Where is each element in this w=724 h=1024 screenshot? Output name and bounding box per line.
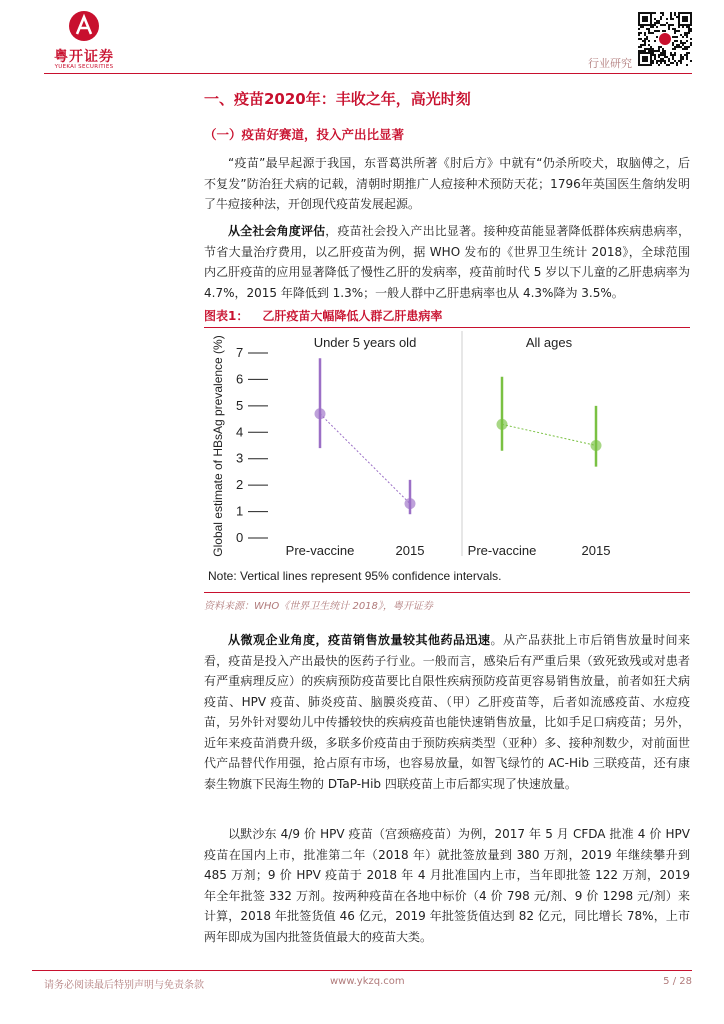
panel-0 [286, 335, 425, 558]
y-tick-label: 3 [236, 450, 244, 466]
paragraph-history: “疫苗”最早起源于我国，东晋葛洪所著《肘后方》中就有“仍杀所咬犬，取脑傅之，后不复发”防治狂犬病的记载，清朝时期推广人痘接种术预防天花；1796年英国医生詹纳发明了牛痘接种法，开创现代疫苗发展起源。 [204, 156, 690, 211]
brand-logo [44, 10, 124, 70]
y-tick-label: 1 [236, 503, 244, 519]
paragraph-lead: 从微观企业角度，疫苗销售放量较其他药品迅速 [228, 633, 491, 647]
section-label: 行业研究 [588, 57, 632, 70]
paragraph-hpv-example: 以默沙东 4/9 价 HPV 疫苗（宫颈癌疫苗）为例，2017 年 5 月 CFDA 批准 4 价 HPV 疫苗在国内上市，批准第二年（2018 年）就批签放量到 380 万剂，2019 年继续攀升到 485 万剂；9 价 HPV 疫苗于 2018 年 4 月批准国内上市，当年即批签 122 万剂，2019 年全年批签 332 万剂。按两种疫苗在各地中标价（4 价 798 元/剂、9 价 1298 元/剂）来计算，2018 年批签货值 46 亿元，2019 年批签货值达到 82 亿元，同比增长 78%，上市两年即成为国内批签货值最大的疫苗大类。 [204, 827, 690, 944]
y-axis-label: Global estimate of HBsAg prevalence (%) [211, 335, 225, 557]
paragraph-society [204, 221, 690, 303]
subsection-heading: （一）疫苗好赛道，投入产出比显著 [204, 127, 405, 142]
figure-caption: 乙肝疫苗大幅降低人群乙肝患病率 [262, 309, 443, 323]
panel-title: Under 5 years old [313, 335, 417, 350]
chart-panels [286, 331, 611, 558]
x-tick-label: 2015 [395, 543, 425, 558]
y-axis [236, 345, 268, 545]
x-tick-label: 2015 [581, 543, 611, 558]
figure-title [204, 307, 442, 324]
figure-divider-top [204, 327, 690, 328]
paragraph-body: 。从产品获批上市后销售放量时间来看，疫苗是投入产出最快的医药子行业。一般而言，感染后有严重后果（致死致残或对患者有严重病理反应）的疾病预防疫苗要比自限性疾病预防疫苗更容易销售放量，前者如狂犬病疫苗、HPV 疫苗、肺炎疫苗、脑膜炎疫苗、（甲）乙肝疫苗等，后者如流感疫苗、水痘疫苗，另外针对婴幼儿中传播较快的疾病疫苗也能快速销售放量，比如手足口病疫苗；另外，近年来疫苗消费升级，多联多价疫苗由于预防疾病类型（亚种）多、接种剂数少，对前面世代产品替代作用强，抢占原有市场，也容易放量，如智飞绿竹的 AC-Hib 三联疫苗，还有康泰生物旗下民海生物的 DTaP-Hib 四联疫苗上市后都实现了快速放量。 [204, 633, 690, 791]
brand-name-en: YUEKAI SECURITIES [54, 64, 114, 70]
chart-note: Note: Vertical lines represent 95% confidence intervals. [208, 569, 502, 583]
y-tick-label: 2 [236, 477, 244, 493]
figure-divider-bottom [204, 592, 690, 593]
x-tick-label: Pre-vaccine [467, 543, 537, 558]
figure-source: 资料来源：WHO《世界卫生统计 2018》，粤开证券 [204, 601, 433, 612]
trend-line [502, 424, 596, 445]
panel-1 [468, 335, 611, 558]
y-tick-label: 7 [236, 345, 244, 360]
y-tick-label: 6 [236, 371, 244, 387]
paragraph-lead: 从全社会角度评估 [228, 224, 326, 238]
page-number: 5 / 28 [663, 976, 692, 987]
hbsag-prevalence-chart [204, 331, 690, 589]
yuekai-logo-icon [68, 10, 100, 42]
header-divider [44, 73, 692, 74]
x-tick-label: Pre-vaccine [285, 543, 355, 558]
data-point [315, 408, 326, 419]
trend-line [320, 414, 410, 504]
section-heading: 一、疫苗2020年：丰收之年，高光时刻 [204, 90, 471, 108]
y-tick-label: 5 [236, 397, 244, 413]
brand-name-cn: 粤开证券 [54, 49, 114, 65]
paragraph-enterprise [204, 630, 690, 794]
figure-number: 图表1： [204, 309, 249, 323]
panel-title: All ages [525, 335, 573, 350]
data-point [591, 440, 602, 451]
footer-disclaimer[interactable]: 请务必阅读最后特别声明与免责条款 [44, 980, 204, 991]
y-tick-label: 4 [236, 424, 244, 440]
data-point [497, 419, 508, 430]
footer-website[interactable]: www.ykzq.com [330, 976, 405, 987]
data-point [405, 498, 416, 509]
paragraph-body: ，疫苗社会投入产出比显著。接种疫苗能显著降低群体疾病患病率，节省大量治疗费用，以乙肝疫苗为例，据 WHO 发布的《世界卫生统计 2018》，全球范围内乙肝疫苗的应用显著降低了慢性乙肝的发病率，疫苗前时代 5 岁以下儿童的乙肝患病率为 4.7%，2015 年降低到 1.3%；一般人群中乙肝患病率也从 4.3%降为 3.5%。 [204, 224, 690, 300]
footer-divider [32, 970, 692, 971]
y-tick-label: 0 [236, 530, 244, 545]
qr-code-icon [638, 12, 692, 66]
